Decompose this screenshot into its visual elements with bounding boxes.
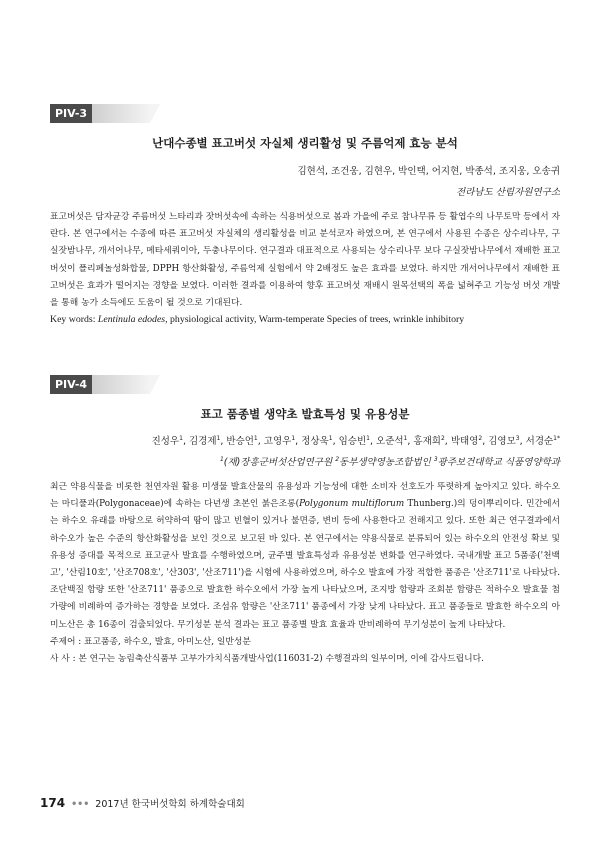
keywords: 주제어 : 표고품종, 하수오, 발효, 아미노산, 일반성분 [50, 636, 251, 647]
section-tag: PIV-3 [50, 104, 92, 123]
section-tag-bar [50, 104, 560, 123]
keywords-species: Lentinula edodes, [97, 314, 168, 326]
abstract-piv4 [50, 375, 560, 668]
section-tag: PIV-4 [50, 375, 92, 394]
abstract-piv3 [50, 104, 560, 328]
affiliation: 전라남도 산림자원연구소 [456, 187, 560, 198]
page-number: 174 [40, 796, 66, 810]
keywords-label: Key words: [50, 314, 96, 326]
conference-name: 2017년 한국버섯학회 하계학술대회 [95, 799, 245, 810]
keywords [50, 312, 560, 328]
keywords-rest: physiological activity, Warm-temperate Species of trees, wrinkle inhibitory [170, 314, 465, 326]
species-name: Polygonum multiflorum [299, 499, 405, 510]
author-list: 김현석, 조건웅, 김현우, 박인택, 어지현, 박종석, 조지웅, 오송귀 [297, 166, 560, 177]
affiliation: $^1$(재)장흥군버섯산업연구원 $^2$동부생약영농조합법인 $^3$광주보건대학교 식품영양학과 [219, 455, 560, 468]
abstract-body: 표고버섯은 담자균강 주름버섯 느타리과 잣버섯속에 속하는 식용버섯으로 봄과 가을에 주로 참나무류 등 활엽수의 나무토막 등에서 자란다. 본 연구에서는 수종에 따른 표고버섯 자실체의 생리활성을 비교 분석코자 하였으며, 본 연구에서 사용된 수종은 상수리나무, 구실잣밤나무, 개서어나무, 메타세쿼이아, 두충나무이다. 연구결과 대표적으로 사용되는 상수리나무 보다 구실잣밤나무에서 재배한 표고버섯이 폴리페놀성화합물, DPPH 항산화활성, 주름억제 실험에서 약 2배정도 높은 효과를 보였다. 하지만 개서어나무에서 재배한 표고버섯은 효과가 떨어지는 경향을 보였다. 이러한 결과를 이용하여 향후 표고버섯 재배시 원목선택의 폭을 넓혀주고 기능성 버섯 개발을 통해 농가 소득에도 도움이 될 것으로 기대된다. [50, 212, 560, 309]
footer-dots: ••• [71, 799, 90, 810]
author-list: 진성우$^1$, 김경제$^1$, 반승언$^1$, 고영우$^1$, 정상욱$^1$, 임승빈$^1$, 오준석$^1$, 홍재희$^2$, 박태영$^2$, 김영모$^3$, 서경순$^{1*}$ [151, 434, 560, 447]
abstract-body: 최근 약용식물을 비롯한 천연자원 활용 미생물 발효산물의 유용성과 기능성에 대한 소비자 선호도가 뚜렷하게 높아지고 있다. 하수오는 마디풀과(Polygonaceae)에 속하는 다년생 초본인 붉은조롱(Polygonum multiflorum Thunberg.)의 덩이뿌리이다. 민간에서는 하수오 유래를 바탕으로 허약하여 땀이 많고 빈혈이 있거나 불면증, 변비 등에 사용한다고 전해지고 있다. 또한 최근 연구결과에서 하수오가 높은 수준의 항산화활성을 보인 것으로 보고된 바 있다. 본 연구에서는 약용식물로 분류되어 있는 하수오의 안전성 확보 및 유용성 증대를 목적으로 표고균사 발효를 수행하였으며, 균주별 발효특성과 유용성분 변화를 연구하였다. 국내개발 표고 5품종('천백고', '산림10호', '산조708호', '산303', '산조711')을 시험에 사용하였으며, 하수오 발효에 가장 적합한 품종은 '산조711'로 나타났다. 조단백질 함량 또한 '산조711' 품종으로 발효한 하수오에서 가장 높게 나타났으며, 조지방 함량과 조회분 함량은 적하수오 발효물 첨가량에 비례하여 증가하는 경향을 보였다. 조섬유 함량은 '산조711' 품종에서 가장 낮게 나타났다. 표고 품종들로 발효한 하수오의 아미노산은 총 16종이 검출되었다. 무기성분 분석 결과는 표고 품종별 발효 효율과 반비례하여 무기성분이 높게 나타났다. [50, 482, 560, 630]
acknowledgement: 사 사 : 본 연구는 농림축산식품부 고부가가치식품개발사업(116031-2) 수행결과의 일부이며, 이에 감사드립니다. [50, 654, 484, 665]
abstract-title: 표고 품종별 생약초 발효특성 및 유용성분 [200, 407, 410, 421]
section-tag-bar [50, 375, 560, 394]
abstract-title: 난대수종별 표고버섯 자실체 생리활성 및 주름억제 효능 분석 [152, 136, 458, 150]
page-footer [40, 796, 245, 810]
